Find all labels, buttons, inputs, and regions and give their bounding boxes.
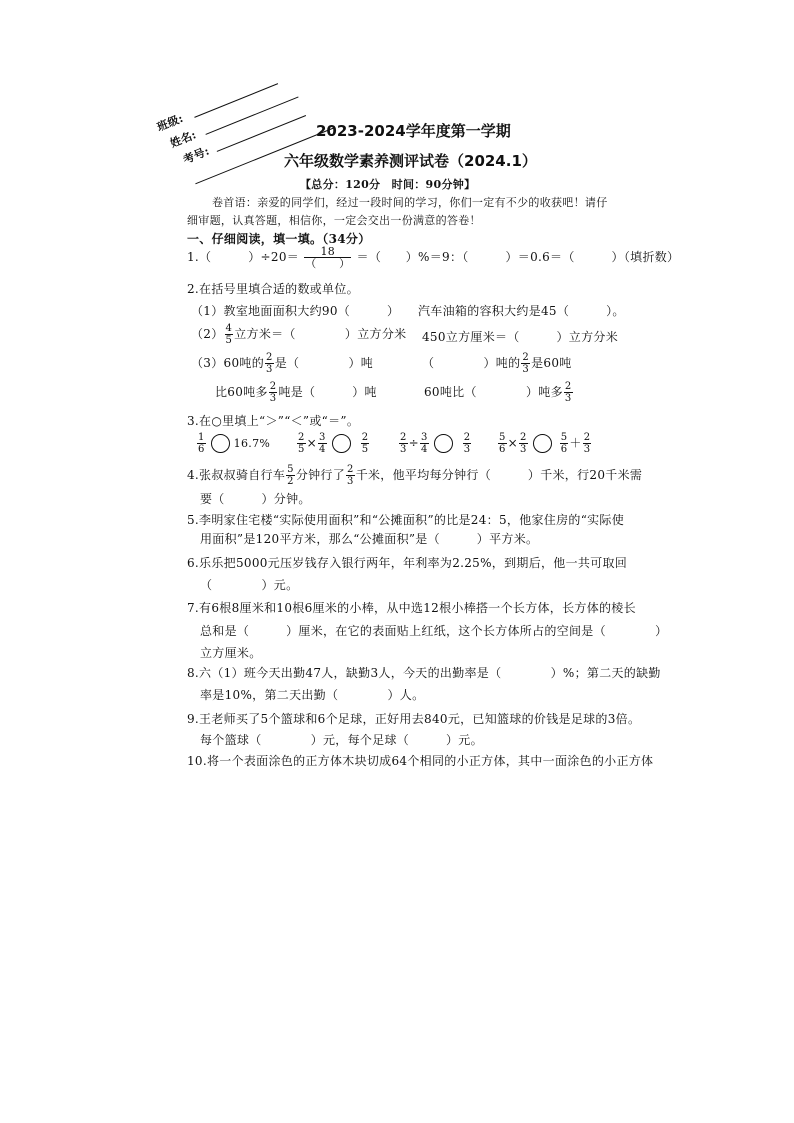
question-4-line-1 [187,464,642,487]
fraction-denominator: 5 [298,444,305,455]
fraction [399,432,408,455]
operator: ＋ [569,436,582,450]
fraction-numerator: 5 [499,432,506,443]
fraction-numerator: 2 [520,432,527,443]
q2-row4-suffix: 吨是（ ）吨 [278,385,377,399]
q2-row3-fraction [265,352,274,375]
question-3-title: 3.在○里填上“＞”“＜”或“＝”。 [187,414,360,428]
question-7-line-1: 7.有6根8厘米和10根6厘米的小棒，从中选12根小棒搭一个长方体，长方体的棱长 [187,601,636,615]
fraction-numerator: 2 [347,464,354,475]
fraction-denominator: 3 [520,444,527,455]
question-6-line-1: 6.乐乐把5000元压岁钱存入银行两年，年利率为2.25%，到期后，他一共可取回 [187,556,628,570]
q2-row4-prefix: 比60吨多 [215,385,268,399]
fraction-denominator: 3 [269,393,277,404]
fraction-numerator: 2 [463,432,471,443]
fraction-numerator: 2 [522,352,530,363]
fraction [583,432,592,455]
q4-prefix: 4.张叔叔骑自行车 [187,468,286,482]
compare-circle-4[interactable] [533,434,552,453]
fraction-denominator: 6 [560,444,568,455]
question-7-line-2: 总和是（ ）厘米，在它的表面贴上红纸，这个长方体所占的空间是（ ） [200,624,668,638]
q2-row3-prefix: （3）60吨的 [191,356,265,370]
q3-expression-3 [398,432,472,455]
question-5-line-2: 用面积”是120平方米，那么“公摊面积”是（ ）平方米。 [200,532,539,546]
operator: × [306,436,318,450]
exam-id-blank-line [217,115,306,152]
question-5-line-1: 5.李明家住宅楼“实际使用面积”和“公摊面积”的比是24：5，他家住房的“实际使 [187,513,625,527]
q2-row3-right [422,352,572,375]
class-blank-line [194,83,278,118]
question-10-line-1: 10.将一个表面涂色的正方体木块切成64个相同的小正方体，其中一面涂色的小正方体 [187,754,654,768]
compare-circle-3[interactable] [434,434,453,453]
question-9-line-1: 9.王老师买了5个篮球和6个足球，正好用去840元，已知篮球的价钱是足球的3倍。 [187,712,641,726]
fraction-numerator: 2 [400,432,407,443]
question-7-line-3: 立方厘米。 [200,646,262,660]
q2-row3-right-fraction [521,352,530,375]
fraction-denominator: 3 [347,476,354,487]
fraction-numerator: 4 [225,323,233,334]
exam-title: 2023-2024学年度第一学期 [316,122,511,140]
name-label: 姓名: [168,128,199,151]
fraction [463,432,472,455]
fraction [420,432,429,455]
q1-fraction-numerator: 18 [304,246,351,258]
q1-part-b: ＝（ ）%＝9：（ ）＝0.6＝（ ）（填折数） [356,250,680,264]
q2-row4-right-prefix: 60吨比（ ）吨多 [424,385,563,399]
exam-id-label: 考号: [181,144,212,167]
fraction [286,464,295,487]
exam-meta: 【总分：120分 时间：90分钟】 [300,178,476,191]
q2-row4-right [424,381,574,404]
fraction-numerator: 2 [269,381,277,392]
q2-row3-right-prefix: （ ）吨的 [422,356,521,370]
fraction-denominator: 2 [287,476,294,487]
class-label: 班级: [155,111,186,134]
question-8-line-2: 率是10%，第二天出勤（ ）人。 [200,688,425,702]
name-blank-line [205,96,298,134]
q3-e1-fraction [197,432,206,455]
fraction-denominator: 3 [400,444,407,455]
q2-row2-prefix: （2） [191,327,224,341]
q2-row1-right: 汽车油箱的容积大约是45（ ）。 [418,304,625,318]
q4-middle: 分钟行了 [295,468,346,482]
q2-row4-right-fraction [564,381,573,404]
fraction-numerator: 3 [421,432,428,443]
compare-circle-2[interactable] [332,434,351,453]
fraction-denominator: 3 [564,393,572,404]
q2-row2-left [191,323,406,346]
q2-row2-fraction [225,323,234,346]
q2-row3-suffix: 是（ ）吨 [274,356,374,370]
fraction-denominator: 6 [198,444,205,455]
fraction-numerator: 3 [319,432,326,443]
fraction-numerator: 2 [361,432,369,443]
q2-row4-fraction [269,381,278,404]
fraction [361,432,370,455]
question-6-line-2: （ ）元。 [200,578,299,592]
compare-circle-1[interactable] [211,434,230,453]
question-9-line-2: 每个篮球（ ）元，每个足球（ ）元。 [200,733,483,747]
fraction-denominator: 3 [522,364,530,375]
question-8-line-1: 8.六（1）班今天出勤47人，缺勤3人，今天的出勤率是（ ）%；第二天的缺勤 [187,666,661,680]
fraction-denominator: 5 [225,335,233,346]
fraction [318,432,327,455]
q3-expression-4 [497,432,592,455]
operator: ÷ [408,436,420,450]
q3-expression-1 [196,432,270,455]
q2-row2-right: 450立方厘米＝（ ）立方分米 [422,330,619,344]
operator: × [507,436,519,450]
fraction-numerator: 2 [564,381,572,392]
q2-row1-left: （1）教室地面面积大约90（ ） [191,304,400,318]
fraction [560,432,569,455]
fraction [498,432,507,455]
q2-row4-left [215,381,377,404]
q3-expression-2 [296,432,370,455]
question-4-line-2: 要（ ）分钟。 [200,492,311,506]
q1-part-a: 1.（ ）÷20＝ [187,250,300,264]
q2-row2-suffix: 立方米＝（ ）立方分米 [234,327,407,341]
q2-row3-left [191,352,373,375]
fraction-numerator: 2 [298,432,305,443]
fraction-denominator: 3 [463,444,471,455]
fraction [519,432,528,455]
q4-suffix: 千米，他平均每分钟行（ ）千米，行20千米需 [355,468,643,482]
fraction-denominator: 4 [319,444,326,455]
q1-fraction [304,246,351,269]
question-2-title: 2.在括号里填合适的数或单位。 [187,282,359,296]
q2-row3-right-suffix: 是60吨 [531,356,572,370]
fraction-numerator: 2 [583,432,591,443]
fraction-denominator: 6 [499,444,506,455]
question-1 [187,246,679,269]
fraction-denominator: 5 [361,444,369,455]
fraction-denominator: 3 [583,444,591,455]
foreword-line-2: 细审题，认真答题，相信你，一定会交出一份满意的答卷！ [187,214,481,227]
section-1-title: 一、仔细阅读，填一填。（34分） [187,232,371,246]
fraction-numerator: 1 [198,432,205,443]
fraction-denominator: 4 [421,444,428,455]
q3-e1-rhs: 16.7% [233,437,271,450]
fraction-numerator: 5 [560,432,568,443]
fraction [297,432,306,455]
fraction-numerator: 5 [287,464,294,475]
fraction-denominator: 3 [266,364,273,375]
exam-subtitle: 六年级数学素养测评试卷（2024.1） [284,152,537,170]
fraction [346,464,355,487]
foreword-line-1: 卷首语：亲爱的同学们，经过一段时间的学习，你们一定有不少的收获吧！请仔 [212,196,608,209]
q1-fraction-denominator: （ ） [305,257,351,270]
fraction-numerator: 2 [266,352,273,363]
